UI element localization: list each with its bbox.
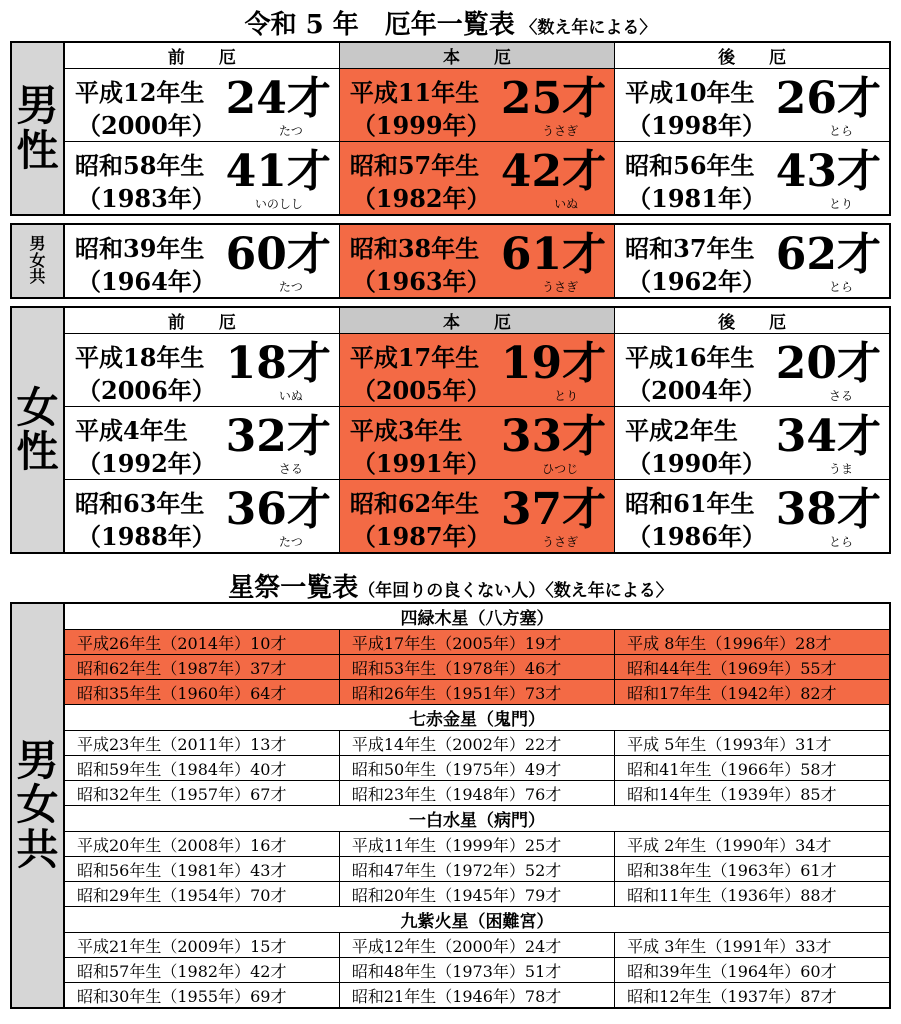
yakudoshi-cell (615, 334, 890, 407)
age: 20才 (775, 338, 881, 389)
hoshi-entry: 平成20年生（2008年）16才 (64, 832, 339, 857)
birth-era: 平成16年生 (625, 343, 755, 372)
birth-era: 平成3年生 (349, 416, 463, 445)
birth-year: （1963年） (351, 267, 491, 296)
birth-year: （1962年） (627, 267, 766, 296)
yakudoshi-cell (64, 334, 339, 407)
birth-era: 昭和62年生 (349, 489, 480, 518)
yakudoshi-cell (64, 480, 339, 554)
hoshi-entry: 平成 8年生（1996年）28才 (615, 630, 890, 655)
birth-era: 昭和39年生 (75, 234, 205, 263)
hoshi-title-main: 星祭一覧表 (228, 573, 359, 603)
birth-year: （1983年） (77, 184, 216, 213)
birth-era: 昭和61年生 (625, 489, 755, 518)
birth-era: 平成11年生 (349, 78, 480, 107)
birth-year: （2005年） (351, 376, 491, 405)
zodiac: たつ (278, 280, 303, 294)
hoshi-entry: 昭和57年生（1982年）42才 (64, 958, 339, 983)
star-section-header: 一白水星（病門） (64, 806, 890, 832)
hoshi-entry: 昭和30年生（1955年）69才 (64, 983, 339, 1009)
birth-era: 平成10年生 (625, 78, 755, 107)
zodiac: とり (554, 389, 579, 403)
both-label: 男 女 共 (11, 224, 64, 298)
hoshi-entry: 昭和14年生（1939年）85才 (615, 781, 890, 806)
hoshi-table (10, 602, 891, 1009)
birth-year: （1999年） (351, 111, 491, 140)
birth-year: （1991年） (351, 449, 491, 478)
hoshi-entry: 昭和44年生（1969年）55才 (615, 655, 890, 680)
hoshi-title (0, 567, 901, 604)
male-yakudoshi-table (10, 41, 891, 216)
hoshi-side-char: 男 (16, 736, 59, 786)
hoshi-entry: 平成14年生（2002年）22才 (339, 731, 614, 756)
hoshi-entry: 昭和17年生（1942年）82才 (615, 680, 890, 705)
age: 60才 (225, 229, 331, 280)
hoshi-entry: 昭和23年生（1948年）76才 (339, 781, 614, 806)
birth-year: （2006年） (77, 376, 216, 405)
age: 43才 (775, 146, 881, 197)
hoshi-row (11, 680, 890, 705)
hoshi-side-char: 共 (16, 824, 59, 874)
hoshi-entry: 平成17年生（2005年）19才 (339, 630, 614, 655)
age: 26才 (775, 73, 881, 124)
zodiac: ひつじ (542, 462, 579, 476)
yakudoshi-cell (615, 142, 890, 216)
birth-era: 昭和58年生 (75, 151, 205, 180)
hoshi-entry: 平成23年生（2011年）13才 (64, 731, 339, 756)
birth-year: （1981年） (627, 184, 766, 213)
yakudoshi-cell (64, 407, 339, 480)
age: 61才 (500, 229, 607, 280)
zodiac: うま (828, 462, 853, 476)
yakudoshi-cell (339, 480, 614, 554)
hoshi-entry: 平成 3年生（1991年）33才 (615, 933, 890, 958)
birth-era: 平成17年生 (349, 343, 480, 372)
hoshi-entry: 平成26年生（2014年）10才 (64, 630, 339, 655)
birth-era: 昭和38年生 (349, 234, 480, 263)
age: 62才 (775, 229, 881, 280)
yakudoshi-title-main: 令和 5 年 厄年一覧表 (244, 10, 515, 40)
birth-year: （2004年） (627, 376, 766, 405)
birth-era: 平成4年生 (75, 416, 188, 445)
female-label: 女 性 (11, 307, 64, 553)
zodiac: うさぎ (542, 124, 579, 138)
zodiac: とら (828, 280, 853, 294)
hoshi-entry: 昭和12年生（1937年）87才 (615, 983, 890, 1009)
yakudoshi-cell (64, 142, 339, 216)
age: 24才 (225, 73, 331, 124)
zodiac: さる (278, 462, 303, 476)
hoshi-row (11, 756, 890, 781)
birth-year: （1990年） (627, 449, 766, 478)
yakudoshi-cell (339, 69, 614, 142)
birth-year: （1998年） (627, 111, 766, 140)
hoshi-row (11, 958, 890, 983)
hoshi-entry: 平成12年生（2000年）24才 (339, 933, 614, 958)
star-section-header: 七赤金星（鬼門） (64, 705, 890, 731)
header-hon-yaku: 本 厄 (339, 307, 614, 334)
zodiac: うさぎ (542, 280, 579, 294)
hoshi-entry: 平成 2年生（1990年）34才 (615, 832, 890, 857)
hoshi-side-text (12, 736, 63, 874)
age: 42才 (500, 146, 607, 197)
yakudoshi-cell (339, 407, 614, 480)
birth-era: 昭和63年生 (75, 489, 205, 518)
hoshi-entry: 昭和48年生（1973年）51才 (339, 958, 614, 983)
birth-year: （1987年） (351, 522, 491, 551)
hoshi-entry: 昭和50年生（1975年）49才 (339, 756, 614, 781)
star-section-header: 九紫火星（困難宮） (64, 907, 890, 933)
hoshi-entry: 昭和29年生（1954年）70才 (64, 882, 339, 907)
age: 36才 (225, 484, 331, 535)
hoshi-row (11, 655, 890, 680)
age: 18才 (225, 338, 331, 389)
yakudoshi-cell (64, 69, 339, 142)
age: 37才 (500, 484, 607, 535)
birth-era: 平成2年生 (625, 416, 738, 445)
birth-era: 昭和37年生 (625, 234, 755, 263)
hoshi-entry: 昭和53年生（1978年）46才 (339, 655, 614, 680)
header-hon-yaku: 本 厄 (339, 42, 614, 69)
birth-year: （1982年） (351, 184, 491, 213)
hoshi-row (11, 731, 890, 756)
hoshi-entry: 昭和26年生（1951年）73才 (339, 680, 614, 705)
zodiac: とり (828, 197, 853, 211)
yakudoshi-cell (339, 142, 614, 216)
hoshi-entry: 昭和38年生（1963年）61才 (615, 857, 890, 882)
birth-year: （1988年） (77, 522, 216, 551)
hoshi-entry: 昭和20年生（1945年）79才 (339, 882, 614, 907)
age: 25才 (500, 73, 607, 124)
yakudoshi-cell (615, 480, 890, 554)
hoshi-entry: 昭和32年生（1957年）67才 (64, 781, 339, 806)
yakudoshi-cell (615, 407, 890, 480)
birth-era: 昭和57年生 (349, 151, 480, 180)
birth-year: （1986年） (627, 522, 766, 551)
zodiac: うさぎ (542, 535, 579, 549)
both-yakudoshi-table (10, 223, 891, 299)
hoshi-entry: 平成 5年生（1993年）31才 (615, 731, 890, 756)
birth-year: （2000年） (77, 111, 216, 140)
yakudoshi-title-sub: 〈数え年による〉 (520, 18, 657, 38)
hoshi-entry: 昭和35年生（1960年）64才 (64, 680, 339, 705)
header-mae-yaku: 前 厄 (64, 42, 339, 69)
hoshi-entry: 平成21年生（2009年）15才 (64, 933, 339, 958)
hoshi-row (11, 857, 890, 882)
age: 19才 (500, 338, 607, 389)
yakudoshi-cell (339, 224, 614, 298)
header-ato-yaku: 後 厄 (615, 307, 890, 334)
header-mae-yaku: 前 厄 (64, 307, 339, 334)
hoshi-row (11, 781, 890, 806)
hoshi-side-label (11, 603, 64, 1008)
birth-era: 平成18年生 (75, 343, 205, 372)
age: 41才 (225, 146, 331, 197)
hoshi-entry: 昭和56年生（1981年）43才 (64, 857, 339, 882)
hoshi-entry: 昭和39年生（1964年）60才 (615, 958, 890, 983)
yakudoshi-cell (615, 69, 890, 142)
hoshi-title-sub: （年回りの良くない人）〈数え年による〉 (358, 581, 673, 601)
hoshi-entry: 昭和47年生（1972年）52才 (339, 857, 614, 882)
birth-era: 平成12年生 (75, 78, 205, 107)
age: 32才 (225, 411, 331, 462)
hoshi-entry: 昭和41年生（1966年）58才 (615, 756, 890, 781)
hoshi-row (11, 882, 890, 907)
male-label: 男 性 (11, 42, 64, 215)
hoshi-entry: 昭和59年生（1984年）40才 (64, 756, 339, 781)
birth-year: （1964年） (77, 267, 216, 296)
star-section-header: 四緑木星（八方塞） (64, 603, 890, 630)
zodiac: いぬ (278, 389, 303, 403)
yakudoshi-cell (64, 224, 339, 298)
zodiac: さる (828, 389, 853, 403)
yakudoshi-title (0, 4, 901, 41)
hoshi-side-char: 女 (16, 780, 59, 830)
female-yakudoshi-table (10, 306, 891, 554)
zodiac: いぬ (554, 197, 579, 211)
zodiac: たつ (278, 124, 303, 138)
zodiac: とら (828, 535, 853, 549)
birth-era: 昭和56年生 (625, 151, 755, 180)
hoshi-row (11, 630, 890, 655)
hoshi-entry: 昭和21年生（1946年）78才 (339, 983, 614, 1009)
zodiac: とら (828, 124, 853, 138)
hoshi-row (11, 983, 890, 1009)
age: 34才 (775, 411, 881, 462)
hoshi-row (11, 933, 890, 958)
yakudoshi-cell (339, 334, 614, 407)
zodiac: いのしし (254, 197, 303, 211)
age: 33才 (500, 411, 607, 462)
hoshi-entry: 昭和62年生（1987年）37才 (64, 655, 339, 680)
hoshi-entry: 昭和11年生（1936年）88才 (615, 882, 890, 907)
hoshi-row (11, 832, 890, 857)
zodiac: たつ (278, 535, 303, 549)
birth-year: （1992年） (77, 449, 216, 478)
age: 38才 (775, 484, 881, 535)
header-ato-yaku: 後 厄 (615, 42, 890, 69)
hoshi-entry: 平成11年生（1999年）25才 (339, 832, 614, 857)
yakudoshi-cell (615, 224, 890, 298)
